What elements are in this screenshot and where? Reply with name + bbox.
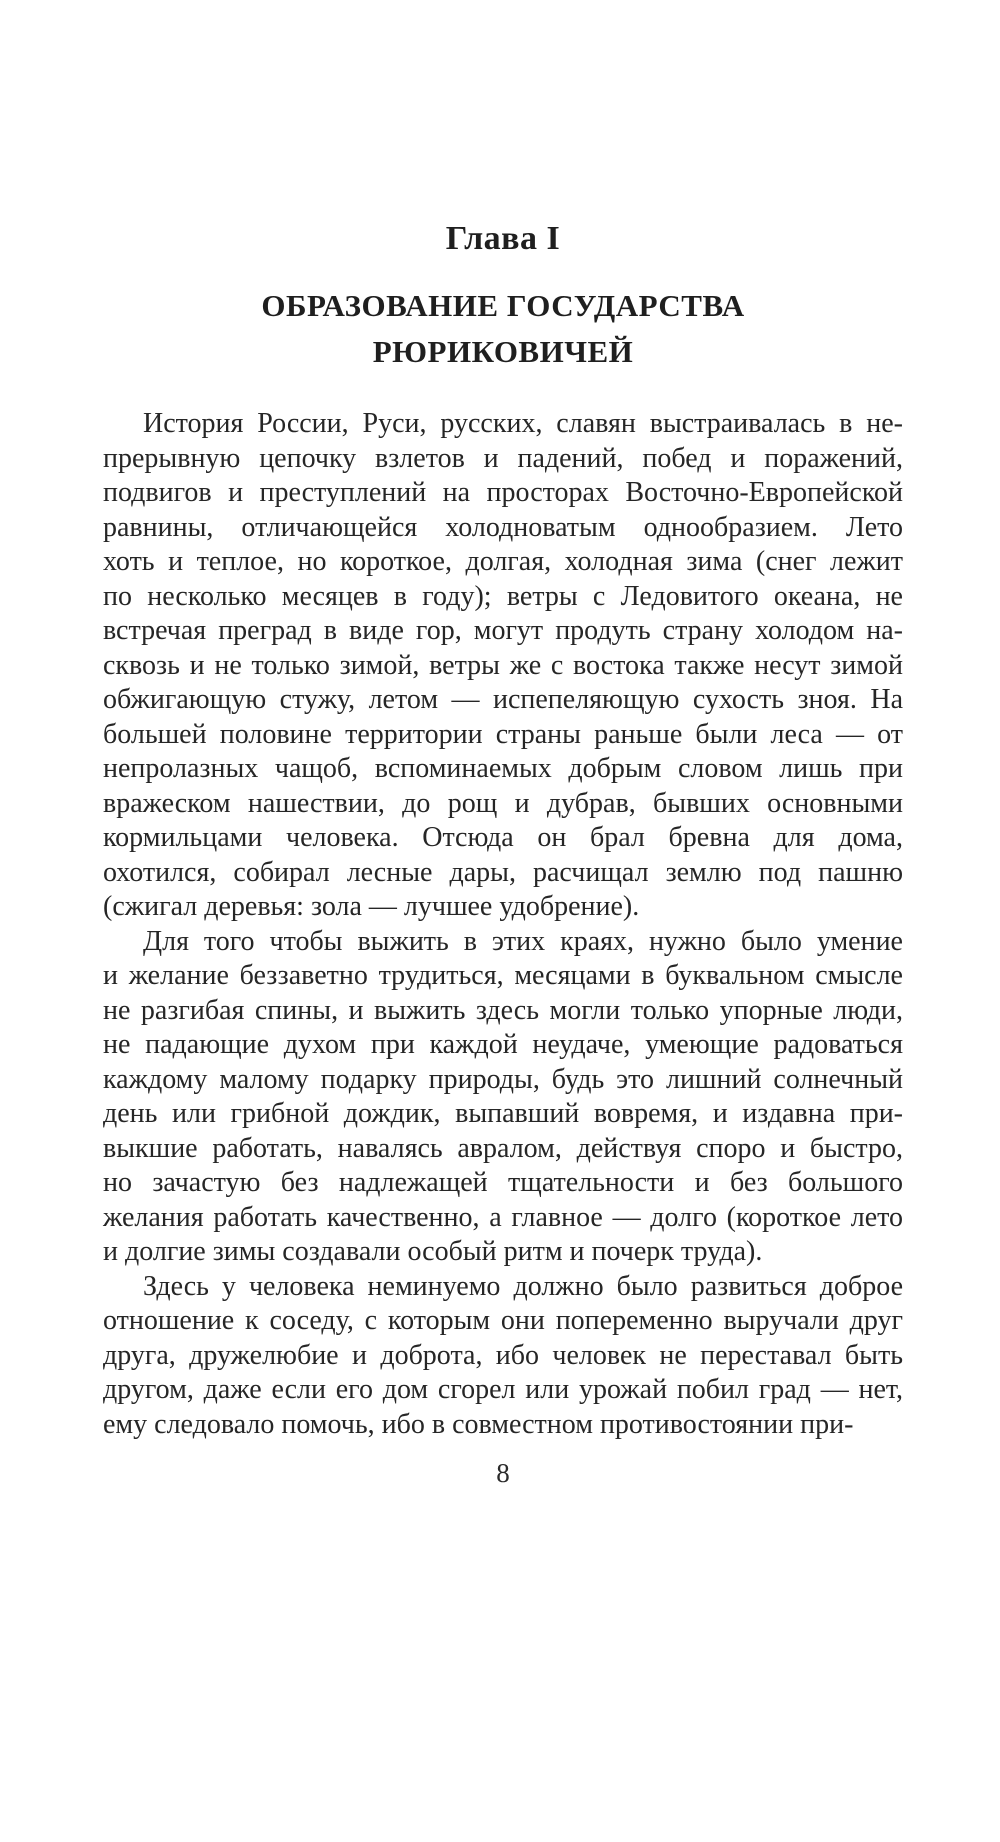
text-line: друга, дружелюбие и доброта, ибо человек не переставал быть: [103, 1339, 903, 1371]
text-line: каждому малому подарку природы, будь это лишний солнечный: [103, 1063, 903, 1095]
text-line: (сжигал деревья: зола — лучшее удобрение).: [103, 891, 640, 922]
text-line: Здесь у человека неминуемо должно было развиться доброе: [143, 1270, 903, 1302]
scanned-book-page: [0, 218, 1000, 1842]
text-line: не разгибая спины, и выжить здесь могли только упорные люди,: [103, 994, 903, 1026]
text-line: История России, Руси, русских, славян выстраивалась в не-: [143, 408, 903, 439]
chapter-title-line2: РЮРИКОВИЧЕЙ: [372, 334, 634, 369]
chapter-label: Глава I: [445, 220, 561, 257]
text-line: и желание беззаветно трудиться, месяцами в буквальном смысле: [103, 960, 903, 991]
page-container: [103, 218, 903, 1842]
text-line: день или грибной дождик, выпавший вовремя, и издавна при-: [103, 1098, 903, 1129]
text-line: отношение к соседу, с которым они попеременно выручали друг: [103, 1305, 903, 1336]
text-line: охотился, собирал лесные дары, расчищал землю под пашню: [103, 856, 903, 888]
text-line: Для того чтобы выжить в этих краях, нужно было умение: [143, 925, 903, 957]
page-number: 8: [496, 1458, 510, 1488]
text-line: ему следовало помочь, ибо в совместном противостоянии при-: [103, 1408, 854, 1440]
text-line: непролазных чащоб, вспоминаемых добрым словом лишь при: [103, 753, 903, 784]
text-line: встречая преград в виде гор, могут продуть страну холодом на-: [103, 615, 903, 646]
text-line: другом, даже если его дом сгорел или урожай побил град — нет,: [103, 1374, 903, 1405]
text-line: подвигов и преступлений на просторах Восточно-Европейской: [103, 477, 903, 508]
chapter-title: [103, 283, 903, 375]
text-line: выкшие работать, навалясь авралом, действуя споро и быстро,: [103, 1132, 903, 1164]
chapter-title-line1: ОБРАЗОВАНИЕ ГОСУДАРСТВА: [261, 288, 745, 323]
text-line: прерывную цепочку взлетов и падений, побед и поражений,: [103, 442, 903, 474]
text-line: большей половине территории страны раньше были леса — от: [103, 718, 903, 750]
text-line: по несколько месяцев в году); ветры с Ледовитого океана, не: [103, 580, 903, 612]
text-line: обжигающую стужу, летом — испепеляющую сухость зноя. На: [103, 684, 903, 715]
text-line: хоть и теплое, но короткое, долгая, холодная зима (снег лежит: [103, 546, 903, 577]
text-line: сквозь и не только зимой, ветры же с востока также несут зимой: [103, 649, 903, 681]
text-line: но зачастую без надлежащей тщательности и без большого: [103, 1167, 903, 1198]
text-line: желания работать качественно, а главное — долго (короткое лето: [103, 1201, 903, 1233]
body-text: [103, 407, 903, 1442]
text-line: и долгие зимы создавали особый ритм и почерк труда).: [103, 1236, 763, 1267]
text-line: не падающие духом при каждой неудаче, умеющие радоваться: [103, 1029, 903, 1060]
text-line: равнины, отличающейся холодноватым однообразием. Лето: [103, 511, 903, 543]
text-line: вражеском нашествии, до рощ и дубрав, бывших основными: [103, 787, 903, 819]
text-line: кормильцами человека. Отсюда он брал бревна для дома,: [103, 822, 903, 853]
